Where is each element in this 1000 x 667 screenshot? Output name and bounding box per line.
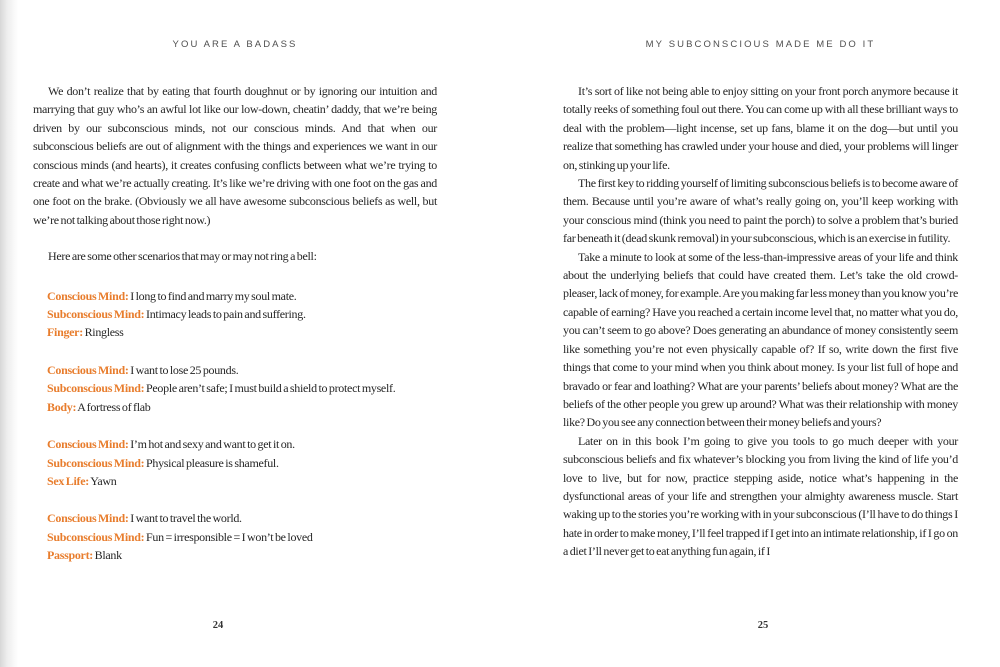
- paragraph: Take a minute to look at some of the less-than-impressive areas of your life and think about the underlying beliefs that could have created them. Let’s take the old crowd-pleaser, lack of money, for example. Are you making far less money than you know you’re capable of earning? Have you reached a certain income level that, no matter what you do, you can’t seem to go above? Does generating an abundance of money consistently seem like something you’re not even physically capable of? If so, write down the first five things that come to your mind when you think about money. Is your list full of hope and bravado or fear and loathing? What are your parents’ beliefs about money? What are the beliefs of the other people you grew up around? What was their relationship with money like? Do you see any connection between their money beliefs and yours?: [563, 249, 958, 430]
- scan-edge-shadow: [0, 0, 18, 667]
- scenario-label: Passport:: [47, 548, 93, 563]
- scenario-label: Subconscious Mind:: [47, 455, 145, 470]
- paragraph: The first key to ridding yourself of limiting subconscious beliefs is to become aware of them. Because until you’re aware of what’s really going on, you’ll keep working with your conscious mind (think you need to paint the porch) to solve a problem that’s buried far beneath it (dead skunk removal) in your subconscious, which is an exercise in futility.: [563, 176, 958, 246]
- scenario-block: [33, 361, 437, 416]
- running-header-right: MY SUBCONSCIOUS MADE ME DO IT: [645, 39, 876, 50]
- scenario-label: Body:: [47, 399, 77, 414]
- left-paragraph: We don’t realize that by eating that fourth doughnut or by ignoring our intuition and marrying that guy who’s an awful lot like our low-down, cheatin’ daddy, that we’re being driven by our subconscious minds, not our conscious minds. And that when our subconscious beliefs are out of alignment with the things and experiences we want in our conscious minds (and hearts), it creates confusing conflicts between what we’re trying to create and what we’re actually creating. It’s like we’re driving with one foot on the gas and one foot on the brake. (Obviously we all have awesome subconscious beliefs as well, but we’re not talking about those right now.): [33, 84, 437, 227]
- scenario-block: [33, 287, 437, 342]
- running-header-left: YOU ARE A BADASS: [172, 39, 298, 50]
- scenario-label: Conscious Mind:: [47, 511, 129, 526]
- scenario-line: Finger: Ringless: [47, 325, 124, 340]
- scenario-line: Conscious Mind: I long to find and marry my soul mate.: [47, 288, 297, 303]
- scenario-list: [33, 287, 437, 565]
- scenario-line: Subconscious Mind: People aren’t safe; I must build a shield to protect myself.: [47, 381, 396, 396]
- scenario-line: Subconscious Mind: Fun = irresponsible = I won’t be loved: [47, 529, 313, 544]
- scenario-line: Subconscious Mind: Intimacy leads to pain and suffering.: [47, 307, 306, 322]
- page-number-left: 24: [212, 620, 224, 631]
- paragraph: It’s sort of like not being able to enjoy sitting on your front porch anymore because it totally reeks of something foul out there. You can come up with all these brilliant ways to deal with the problem—light incense, set up fans, blame it on the dog—but until you realize that something has crawled under your house and died, your problems will linger on, stinking up your life.: [563, 84, 958, 172]
- page-number-right: 25: [757, 620, 769, 631]
- scenario-block: [33, 435, 437, 490]
- left-text-block: [33, 82, 437, 565]
- scenario-line: Conscious Mind: I’m hot and sexy and want to get it on.: [47, 437, 295, 452]
- scenario-line: Conscious Mind: I want to travel the world.: [47, 511, 242, 526]
- scenario-line: Conscious Mind: I want to lose 25 pounds.: [47, 362, 239, 377]
- scenario-label: Sex Life:: [47, 473, 89, 488]
- scenario-label: Conscious Mind:: [47, 437, 129, 452]
- scenario-line: Sex Life: Yawn: [47, 473, 117, 488]
- scenario-label: Finger:: [47, 325, 83, 340]
- paragraph: Later on in this book I’m going to give you tools to go much deeper with your subconscious beliefs and fix whatever’s blocking you from living the kind of life you’d love to live, but for now, practice stepping aside, notice what’s happening in the dysfunctional areas of your life and strengthen your almighty awareness muscle. Start waking up to the stories you’re working with in your subconscious (I’ll have to do things I hate in order to make money, I’ll feel trapped if I get into an intimate relationship, if I go on a diet I’ll never get to eat anything fun again, if I: [563, 433, 958, 559]
- scenario-line: Passport: Blank: [47, 548, 122, 563]
- scenario-label: Conscious Mind:: [47, 362, 129, 377]
- scenario-label: Conscious Mind:: [47, 288, 129, 303]
- scenario-label: Subconscious Mind:: [47, 381, 145, 396]
- right-paragraphs: [563, 82, 958, 561]
- scenario-line: Body: A fortress of flab: [47, 399, 151, 414]
- scenario-block: [33, 509, 437, 564]
- scenario-label: Subconscious Mind:: [47, 529, 145, 544]
- intro-line: Here are some other scenarios that may or may not ring a bell:: [48, 249, 317, 264]
- scenario-label: Subconscious Mind:: [47, 307, 145, 322]
- scenario-line: Subconscious Mind: Physical pleasure is shameful.: [47, 455, 279, 470]
